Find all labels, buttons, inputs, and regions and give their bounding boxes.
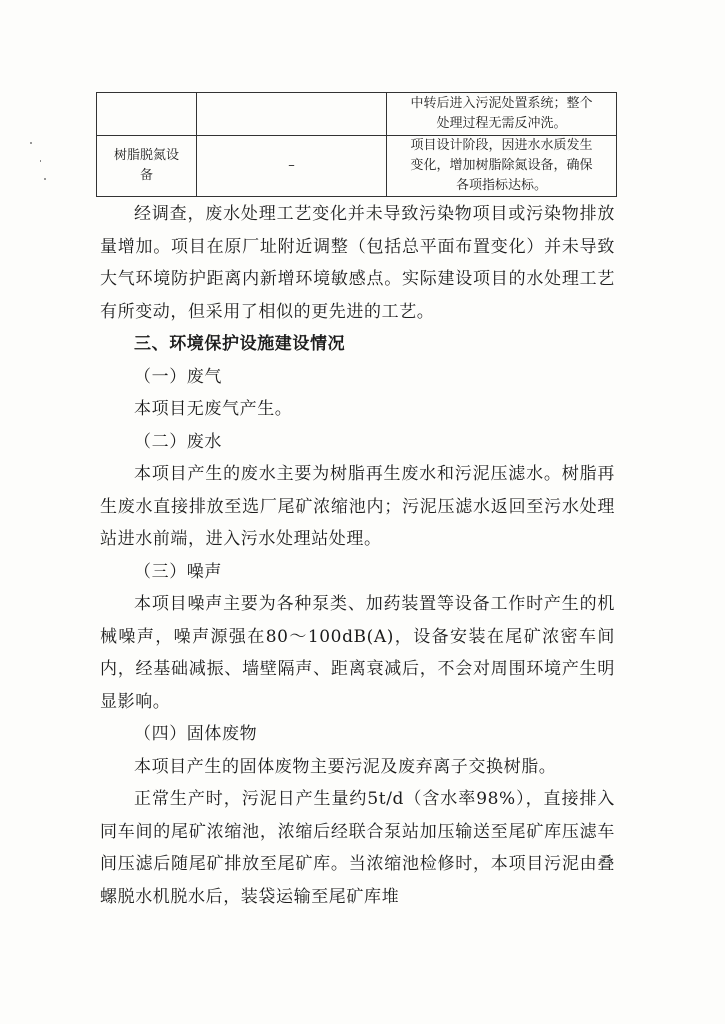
table-cell-note: 项目设计阶段，因进水水质发生 变化，增加树脂除氮设备，确保 各项指标达标。 (387, 136, 617, 197)
subsection-waste-gas: （一）废气 (134, 366, 222, 387)
paragraph-sludge: 正常生产时，污泥日产生量约5t/d（含水率98%），直接排入同车间的尾矿浓缩池，浓缩后经联合泵站加压输送至尾矿库压滤车间压滤后随尾矿排放至尾矿库。当浓缩池检修时，本项目污泥由叠螺脱水机脱水后，装袋运输至尾矿库堆 (100, 789, 615, 907)
subsection-waste-water: （二）废水 (134, 431, 222, 452)
table-cell-facility: 树脂脱氮设 备 (97, 136, 197, 197)
scan-speck (44, 178, 46, 180)
table-cell-original (197, 93, 387, 136)
table-row (97, 93, 617, 136)
subsection-noise: （三）噪声 (134, 561, 222, 582)
paragraph-noise: 本项目噪声主要为各种泵类、加药装置等设备工作时产生的机械噪声，噪声源强在80～100dB(A)，设备安装在尾矿浓密车间内，经基础减振、墙壁隔声、距离衰减后，不会对周围环境产生明显影响。 (100, 594, 615, 712)
scan-speck (30, 142, 32, 144)
subsection-solid-waste: （四）固体废物 (134, 724, 258, 744)
scan-speck (40, 160, 41, 162)
section-heading-3: 三、环境保护设施建设情况 (134, 334, 346, 354)
table-cell-original: – (197, 136, 387, 197)
paragraph-waste-water: 本项目产生的废水主要为树脂再生废水和污泥压滤水。树脂再生废水直接排放至选厂尾矿浓缩池内；污泥压滤水返回至污水处理站进水前端，进入污水处理站处理。 (100, 464, 615, 549)
facility-change-table (96, 92, 617, 197)
paragraph-investigation: 经调查，废水处理工艺变化并未导致污染物项目或污染物排放量增加。项目在原厂址附近调整（包括总平面布置变化）并未导致大气环境防护距离内新增环境敏感点。实际建设项目的水处理工艺有所变动，但采用了相似的更先进的工艺。 (100, 204, 615, 322)
table-cell-facility (97, 93, 197, 136)
paragraph-solid-waste: 本项目产生的固体废物主要污泥及废弃离子交换树脂。 (134, 756, 557, 777)
paragraph-waste-gas: 本项目无废气产生。 (134, 399, 293, 419)
document-body (100, 198, 615, 913)
table-cell-note: 中转后进入污泥处置系统；整个 处理过程无需反冲洗。 (387, 93, 617, 136)
table-row (97, 136, 617, 197)
